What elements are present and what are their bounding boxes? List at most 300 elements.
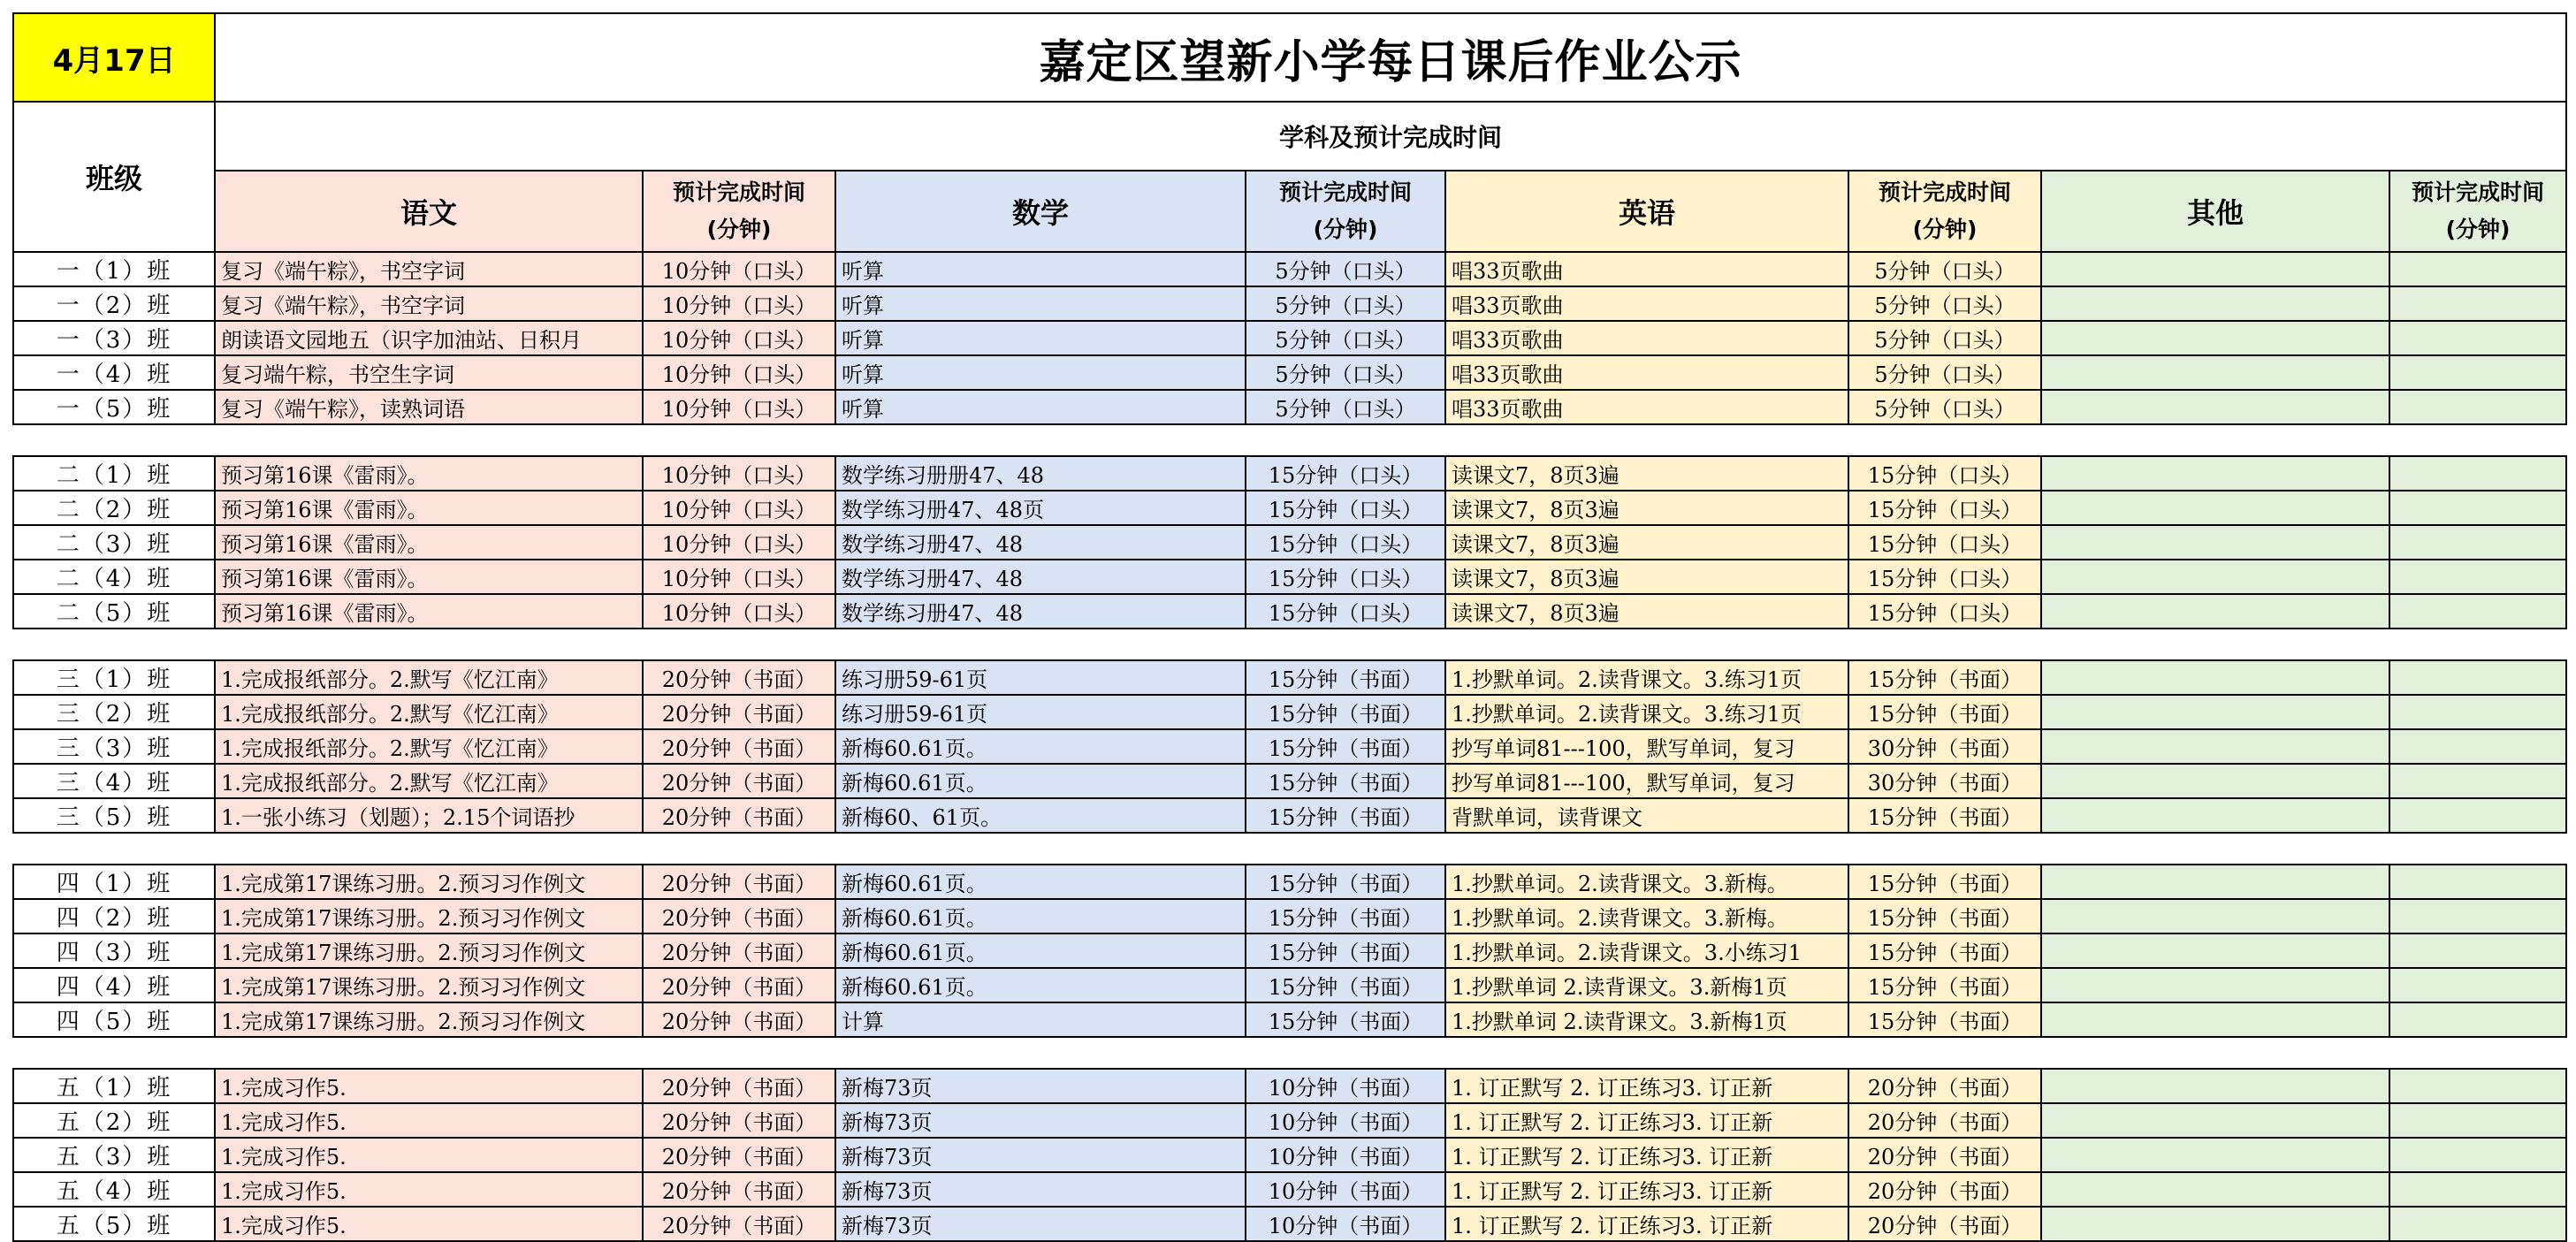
table-row (13, 525, 2566, 560)
other-homework-cell (2041, 560, 2389, 594)
header-math: 数学 (835, 171, 1246, 252)
english-homework-cell: 1. 订正默写 2. 订正练习3. 订正新 (1445, 1069, 1848, 1103)
other-time-cell (2389, 1207, 2566, 1241)
table-row (13, 660, 2566, 695)
english-homework-cell: 1.抄默单词 2.读背课文。3.新梅1页 (1445, 1002, 1848, 1037)
other-time-cell (2389, 695, 2566, 729)
other-time-cell (2389, 899, 2566, 933)
english-time-cell: 20分钟（书面） (1848, 1207, 2041, 1241)
spacer-cell (835, 424, 1246, 456)
english-time-cell: 5分钟（口头） (1848, 321, 2041, 355)
table-row (13, 729, 2566, 764)
spacer-cell (13, 1037, 215, 1069)
table-row (13, 968, 2566, 1002)
math-homework-cell: 新梅60.61页。 (835, 764, 1246, 798)
english-time-cell: 5分钟（口头） (1848, 355, 2041, 390)
other-homework-cell (2041, 660, 2389, 695)
header-time-line2: (分钟) (1912, 217, 1978, 242)
class-name-cell: 四（3）班 (13, 933, 215, 968)
chinese-homework-cell: 1.完成第17课练习册。2.预习习作例文 (215, 899, 643, 933)
english-homework-cell: 1.抄默单词。2.读背课文。3.新梅。 (1445, 899, 1848, 933)
english-homework-cell: 读课文7，8页3遍 (1445, 456, 1848, 491)
spacer-cell (215, 424, 643, 456)
header-time-line2: (分钟) (2445, 217, 2511, 242)
other-time-cell (2389, 456, 2566, 491)
other-time-cell (2389, 525, 2566, 560)
math-time-cell: 10分钟（书面） (1246, 1103, 1445, 1138)
english-homework-cell: 1.抄默单词 2.读背课文。3.新梅1页 (1445, 968, 1848, 1002)
english-homework-cell: 背默单词，读背课文 (1445, 798, 1848, 833)
other-time-cell (2389, 1138, 2566, 1172)
header-english: 英语 (1445, 171, 1848, 252)
class-name-cell: 二（5）班 (13, 594, 215, 629)
english-homework-cell: 唱33页歌曲 (1445, 390, 1848, 424)
chinese-time-cell: 20分钟（书面） (643, 1207, 835, 1241)
spacer-cell (215, 833, 643, 865)
class-name-cell: 二（3）班 (13, 525, 215, 560)
header-time-line1: 预计完成时间 (1278, 179, 1412, 205)
chinese-time-cell: 10分钟（口头） (643, 456, 835, 491)
other-homework-cell (2041, 1207, 2389, 1241)
spacer-cell (2389, 833, 2566, 865)
class-name-cell: 一（5）班 (13, 390, 215, 424)
math-time-cell: 15分钟（书面） (1246, 798, 1445, 833)
math-time-cell: 15分钟（口头） (1246, 560, 1445, 594)
header-math-time (1246, 171, 1445, 252)
table-row (13, 899, 2566, 933)
header-english-time (1848, 171, 2041, 252)
other-homework-cell (2041, 1172, 2389, 1207)
english-homework-cell: 唱33页歌曲 (1445, 355, 1848, 390)
other-homework-cell (2041, 798, 2389, 833)
table-row (13, 933, 2566, 968)
group-spacer-row (13, 1037, 2566, 1069)
english-time-cell: 15分钟（书面） (1848, 1002, 2041, 1037)
other-homework-cell (2041, 525, 2389, 560)
math-homework-cell: 计算 (835, 1002, 1246, 1037)
chinese-time-cell: 20分钟（书面） (643, 798, 835, 833)
other-time-cell (2389, 729, 2566, 764)
english-time-cell: 15分钟（书面） (1848, 865, 2041, 899)
math-time-cell: 10分钟（书面） (1246, 1069, 1445, 1103)
chinese-homework-cell: 1.完成习作5. (215, 1103, 643, 1138)
chinese-time-cell: 20分钟（书面） (643, 1069, 835, 1103)
spacer-cell (1848, 424, 2041, 456)
table-row (13, 491, 2566, 525)
math-time-cell: 15分钟（书面） (1246, 899, 1445, 933)
spacer-cell (2389, 1037, 2566, 1069)
other-time-cell (2389, 1103, 2566, 1138)
math-time-cell: 15分钟（书面） (1246, 764, 1445, 798)
chinese-time-cell: 20分钟（书面） (643, 1103, 835, 1138)
chinese-time-cell: 20分钟（书面） (643, 1172, 835, 1207)
class-name-cell: 一（2）班 (13, 286, 215, 321)
chinese-homework-cell: 1.完成第17课练习册。2.预习习作例文 (215, 1002, 643, 1037)
chinese-homework-cell: 1.完成习作5. (215, 1138, 643, 1172)
other-homework-cell (2041, 390, 2389, 424)
math-time-cell: 15分钟（书面） (1246, 968, 1445, 1002)
class-name-cell: 三（4）班 (13, 764, 215, 798)
other-time-cell (2389, 321, 2566, 355)
math-homework-cell: 新梅73页 (835, 1172, 1246, 1207)
chinese-time-cell: 20分钟（书面） (643, 729, 835, 764)
spacer-cell (13, 629, 215, 660)
english-time-cell: 20分钟（书面） (1848, 1138, 2041, 1172)
math-homework-cell: 听算 (835, 390, 1246, 424)
math-homework-cell: 听算 (835, 321, 1246, 355)
chinese-time-cell: 20分钟（书面） (643, 764, 835, 798)
other-homework-cell (2041, 1069, 2389, 1103)
spacer-cell (1848, 1037, 2041, 1069)
spacer-cell (1246, 629, 1445, 660)
chinese-homework-cell: 复习端午粽，书空生字词 (215, 355, 643, 390)
math-homework-cell: 新梅60.61页。 (835, 933, 1246, 968)
other-time-cell (2389, 1002, 2566, 1037)
other-time-cell (2389, 865, 2566, 899)
english-homework-cell: 读课文7，8页3遍 (1445, 525, 1848, 560)
english-homework-cell: 读课文7，8页3遍 (1445, 594, 1848, 629)
other-homework-cell (2041, 355, 2389, 390)
group-spacer-row (13, 833, 2566, 865)
spacer-cell (13, 424, 215, 456)
english-time-cell: 15分钟（书面） (1848, 798, 2041, 833)
english-time-cell: 15分钟（口头） (1848, 491, 2041, 525)
math-time-cell: 15分钟（书面） (1246, 933, 1445, 968)
other-time-cell (2389, 355, 2566, 390)
math-homework-cell: 新梅73页 (835, 1207, 1246, 1241)
header-time-line2: (分钟) (706, 217, 772, 242)
math-homework-cell: 数学练习册47、48 (835, 560, 1246, 594)
chinese-homework-cell: 1.完成习作5. (215, 1069, 643, 1103)
chinese-homework-cell: 1.完成报纸部分。2.默写《忆江南》 (215, 695, 643, 729)
math-homework-cell: 数学练习册47、48 (835, 594, 1246, 629)
table-row (13, 1172, 2566, 1207)
spacer-cell (1445, 833, 1848, 865)
english-time-cell: 15分钟（口头） (1848, 594, 2041, 629)
chinese-time-cell: 20分钟（书面） (643, 933, 835, 968)
table-row (13, 286, 2566, 321)
chinese-homework-cell: 1.一张小练习（划题）；2.15个词语抄 (215, 798, 643, 833)
math-time-cell: 15分钟（口头） (1246, 456, 1445, 491)
spacer-cell (1848, 629, 2041, 660)
table-row (13, 695, 2566, 729)
homework-table (12, 12, 2567, 1242)
other-homework-cell (2041, 899, 2389, 933)
table-row (13, 865, 2566, 899)
chinese-time-cell: 20分钟（书面） (643, 968, 835, 1002)
math-homework-cell: 新梅73页 (835, 1138, 1246, 1172)
english-time-cell: 5分钟（口头） (1848, 390, 2041, 424)
english-homework-cell: 抄写单词81---100，默写单词，复习 (1445, 729, 1848, 764)
chinese-time-cell: 10分钟（口头） (643, 525, 835, 560)
spacer-cell (643, 629, 835, 660)
math-time-cell: 15分钟（书面） (1246, 660, 1445, 695)
math-homework-cell: 数学练习册47、48 (835, 525, 1246, 560)
chinese-time-cell: 10分钟（口头） (643, 390, 835, 424)
math-homework-cell: 练习册59-61页 (835, 695, 1246, 729)
class-name-cell: 五（4）班 (13, 1172, 215, 1207)
header-time-line1: 预计完成时间 (672, 179, 805, 205)
english-time-cell: 20分钟（书面） (1848, 1172, 2041, 1207)
spacer-cell (643, 424, 835, 456)
table-row (13, 1069, 2566, 1103)
other-homework-cell (2041, 491, 2389, 525)
english-homework-cell: 唱33页歌曲 (1445, 321, 1848, 355)
math-homework-cell: 数学练习册册47、48 (835, 456, 1246, 491)
other-homework-cell (2041, 286, 2389, 321)
math-homework-cell: 新梅60.61页。 (835, 968, 1246, 1002)
chinese-homework-cell: 复习《端午粽》，读熟词语 (215, 390, 643, 424)
class-name-cell: 五（5）班 (13, 1207, 215, 1241)
spacer-cell (1246, 1037, 1445, 1069)
other-homework-cell (2041, 594, 2389, 629)
class-name-cell: 四（4）班 (13, 968, 215, 1002)
math-homework-cell: 新梅60.61页。 (835, 899, 1246, 933)
other-homework-cell (2041, 1103, 2389, 1138)
spacer-cell (1445, 424, 1848, 456)
other-homework-cell (2041, 764, 2389, 798)
chinese-time-cell: 10分钟（口头） (643, 321, 835, 355)
spacer-cell (2041, 629, 2389, 660)
header-other: 其他 (2041, 171, 2389, 252)
table-row (13, 1002, 2566, 1037)
english-homework-cell: 1. 订正默写 2. 订正练习3. 订正新 (1445, 1138, 1848, 1172)
class-name-cell: 四（1）班 (13, 865, 215, 899)
english-homework-cell: 抄写单词81---100，默写单词，复习 (1445, 764, 1848, 798)
table-row (13, 798, 2566, 833)
chinese-time-cell: 20分钟（书面） (643, 865, 835, 899)
math-time-cell: 5分钟（口头） (1246, 390, 1445, 424)
chinese-homework-cell: 1.完成习作5. (215, 1172, 643, 1207)
other-time-cell (2389, 594, 2566, 629)
chinese-homework-cell: 预习第16课《雷雨》。 (215, 560, 643, 594)
class-name-cell: 一（3）班 (13, 321, 215, 355)
english-homework-cell: 1.抄默单词。2.读背课文。3.练习1页 (1445, 695, 1848, 729)
chinese-homework-cell: 1.完成第17课练习册。2.预习习作例文 (215, 865, 643, 899)
english-time-cell: 5分钟（口头） (1848, 286, 2041, 321)
spacer-cell (1445, 629, 1848, 660)
other-time-cell (2389, 1069, 2566, 1103)
other-time-cell (2389, 390, 2566, 424)
math-time-cell: 5分钟（口头） (1246, 252, 1445, 286)
math-time-cell: 15分钟（口头） (1246, 594, 1445, 629)
chinese-homework-cell: 复习《端午粽》，书空字词 (215, 286, 643, 321)
page-title: 嘉定区望新小学每日课后作业公示 (215, 13, 2566, 102)
math-homework-cell: 听算 (835, 252, 1246, 286)
math-homework-cell: 新梅60.61页。 (835, 729, 1246, 764)
chinese-time-cell: 10分钟（口头） (643, 594, 835, 629)
chinese-homework-cell: 1.完成报纸部分。2.默写《忆江南》 (215, 729, 643, 764)
chinese-homework-cell: 复习《端午粽》，书空字词 (215, 252, 643, 286)
class-name-cell: 五（3）班 (13, 1138, 215, 1172)
class-name-cell: 三（3）班 (13, 729, 215, 764)
header-time-line2: (分钟) (1313, 217, 1378, 242)
other-time-cell (2389, 933, 2566, 968)
english-homework-cell: 读课文7，8页3遍 (1445, 560, 1848, 594)
chinese-homework-cell: 1.完成报纸部分。2.默写《忆江南》 (215, 660, 643, 695)
table-row (13, 1103, 2566, 1138)
chinese-time-cell: 10分钟（口头） (643, 286, 835, 321)
chinese-homework-cell: 预习第16课《雷雨》。 (215, 456, 643, 491)
spacer-cell (1848, 833, 2041, 865)
math-time-cell: 15分钟（书面） (1246, 729, 1445, 764)
math-homework-cell: 新梅60、61页。 (835, 798, 1246, 833)
english-time-cell: 20分钟（书面） (1848, 1069, 2041, 1103)
other-homework-cell (2041, 729, 2389, 764)
spacer-cell (1445, 1037, 1848, 1069)
other-time-cell (2389, 764, 2566, 798)
chinese-time-cell: 10分钟（口头） (643, 491, 835, 525)
chinese-time-cell: 20分钟（书面） (643, 695, 835, 729)
chinese-time-cell: 10分钟（口头） (643, 355, 835, 390)
class-name-cell: 四（5）班 (13, 1002, 215, 1037)
class-name-cell: 二（1）班 (13, 456, 215, 491)
other-homework-cell (2041, 1002, 2389, 1037)
spacer-cell (2041, 424, 2389, 456)
math-homework-cell: 听算 (835, 355, 1246, 390)
header-time-line1: 预计完成时间 (1878, 179, 2011, 205)
english-homework-cell: 1. 订正默写 2. 订正练习3. 订正新 (1445, 1207, 1848, 1241)
chinese-time-cell: 20分钟（书面） (643, 899, 835, 933)
english-homework-cell: 1. 订正默写 2. 订正练习3. 订正新 (1445, 1172, 1848, 1207)
english-time-cell: 15分钟（口头） (1848, 525, 2041, 560)
chinese-time-cell: 20分钟（书面） (643, 1002, 835, 1037)
math-time-cell: 5分钟（口头） (1246, 286, 1445, 321)
spacer-cell (835, 629, 1246, 660)
math-time-cell: 5分钟（口头） (1246, 355, 1445, 390)
spacer-cell (1246, 833, 1445, 865)
spacer-cell (2389, 629, 2566, 660)
class-name-cell: 一（4）班 (13, 355, 215, 390)
spacer-cell (2041, 1037, 2389, 1069)
english-time-cell: 15分钟（口头） (1848, 456, 2041, 491)
other-time-cell (2389, 560, 2566, 594)
english-homework-cell: 读课文7，8页3遍 (1445, 491, 1848, 525)
chinese-time-cell: 10分钟（口头） (643, 252, 835, 286)
english-time-cell: 15分钟（书面） (1848, 933, 2041, 968)
chinese-homework-cell: 1.完成第17课练习册。2.预习习作例文 (215, 968, 643, 1002)
other-time-cell (2389, 968, 2566, 1002)
english-homework-cell: 唱33页歌曲 (1445, 286, 1848, 321)
other-time-cell (2389, 491, 2566, 525)
other-time-cell (2389, 660, 2566, 695)
class-name-cell: 二（2）班 (13, 491, 215, 525)
spacer-cell (215, 629, 643, 660)
math-time-cell: 15分钟（口头） (1246, 491, 1445, 525)
math-time-cell: 15分钟（书面） (1246, 695, 1445, 729)
english-time-cell: 15分钟（书面） (1848, 899, 2041, 933)
chinese-homework-cell: 预习第16课《雷雨》。 (215, 594, 643, 629)
chinese-time-cell: 10分钟（口头） (643, 560, 835, 594)
math-homework-cell: 新梅60.61页。 (835, 865, 1246, 899)
chinese-time-cell: 20分钟（书面） (643, 1138, 835, 1172)
english-homework-cell: 1.抄默单词。2.读背课文。3.新梅。 (1445, 865, 1848, 899)
other-time-cell (2389, 286, 2566, 321)
english-time-cell: 15分钟（书面） (1848, 968, 2041, 1002)
spacer-cell (835, 833, 1246, 865)
other-homework-cell (2041, 695, 2389, 729)
other-homework-cell (2041, 252, 2389, 286)
other-homework-cell (2041, 456, 2389, 491)
english-time-cell: 15分钟（口头） (1848, 560, 2041, 594)
math-time-cell: 10分钟（书面） (1246, 1172, 1445, 1207)
math-homework-cell: 新梅73页 (835, 1103, 1246, 1138)
english-time-cell: 15分钟（书面） (1848, 660, 2041, 695)
other-time-cell (2389, 252, 2566, 286)
table-row (13, 252, 2566, 286)
english-time-cell: 30分钟（书面） (1848, 729, 2041, 764)
math-homework-cell: 练习册59-61页 (835, 660, 1246, 695)
header-other-time (2389, 171, 2566, 252)
english-homework-cell: 1. 订正默写 2. 订正练习3. 订正新 (1445, 1103, 1848, 1138)
english-homework-cell: 1.抄默单词。2.读背课文。3.小练习1 (1445, 933, 1848, 968)
header-class: 班级 (13, 102, 215, 252)
spacer-cell (643, 1037, 835, 1069)
other-homework-cell (2041, 933, 2389, 968)
table-row (13, 594, 2566, 629)
class-name-cell: 三（1）班 (13, 660, 215, 695)
spacer-cell (2041, 833, 2389, 865)
english-time-cell: 5分钟（口头） (1848, 252, 2041, 286)
math-time-cell: 15分钟（口头） (1246, 525, 1445, 560)
group-spacer-row (13, 629, 2566, 660)
math-time-cell: 10分钟（书面） (1246, 1207, 1445, 1241)
math-homework-cell: 新梅73页 (835, 1069, 1246, 1103)
chinese-homework-cell: 朗读语文园地五（识字加油站、日积月 (215, 321, 643, 355)
class-name-cell: 五（1）班 (13, 1069, 215, 1103)
spacer-cell (2389, 424, 2566, 456)
table-row (13, 456, 2566, 491)
table-row (13, 321, 2566, 355)
math-time-cell: 15分钟（书面） (1246, 1002, 1445, 1037)
spacer-cell (835, 1037, 1246, 1069)
class-name-cell: 三（2）班 (13, 695, 215, 729)
table-row (13, 1207, 2566, 1241)
spacer-cell (13, 833, 215, 865)
chinese-homework-cell: 1.完成习作5. (215, 1207, 643, 1241)
chinese-homework-cell: 1.完成报纸部分。2.默写《忆江南》 (215, 764, 643, 798)
class-name-cell: 一（1）班 (13, 252, 215, 286)
table-row (13, 560, 2566, 594)
other-time-cell (2389, 1172, 2566, 1207)
math-homework-cell: 听算 (835, 286, 1246, 321)
other-homework-cell (2041, 321, 2389, 355)
chinese-homework-cell: 1.完成第17课练习册。2.预习习作例文 (215, 933, 643, 968)
table-row (13, 355, 2566, 390)
class-name-cell: 五（2）班 (13, 1103, 215, 1138)
spacer-cell (643, 833, 835, 865)
chinese-time-cell: 20分钟（书面） (643, 660, 835, 695)
english-time-cell: 30分钟（书面） (1848, 764, 2041, 798)
header-subject-group: 学科及预计完成时间 (215, 102, 2566, 171)
class-name-cell: 四（2）班 (13, 899, 215, 933)
english-homework-cell: 1.抄默单词。2.读背课文。3.练习1页 (1445, 660, 1848, 695)
spacer-cell (1246, 424, 1445, 456)
table-row (13, 764, 2566, 798)
class-name-cell: 三（5）班 (13, 798, 215, 833)
other-homework-cell (2041, 1138, 2389, 1172)
header-chinese: 语文 (215, 171, 643, 252)
spacer-cell (215, 1037, 643, 1069)
other-homework-cell (2041, 968, 2389, 1002)
chinese-homework-cell: 预习第16课《雷雨》。 (215, 491, 643, 525)
group-spacer-row (13, 424, 2566, 456)
english-time-cell: 20分钟（书面） (1848, 1103, 2041, 1138)
chinese-homework-cell: 预习第16课《雷雨》。 (215, 525, 643, 560)
english-time-cell: 15分钟（书面） (1848, 695, 2041, 729)
other-homework-cell (2041, 865, 2389, 899)
other-time-cell (2389, 798, 2566, 833)
